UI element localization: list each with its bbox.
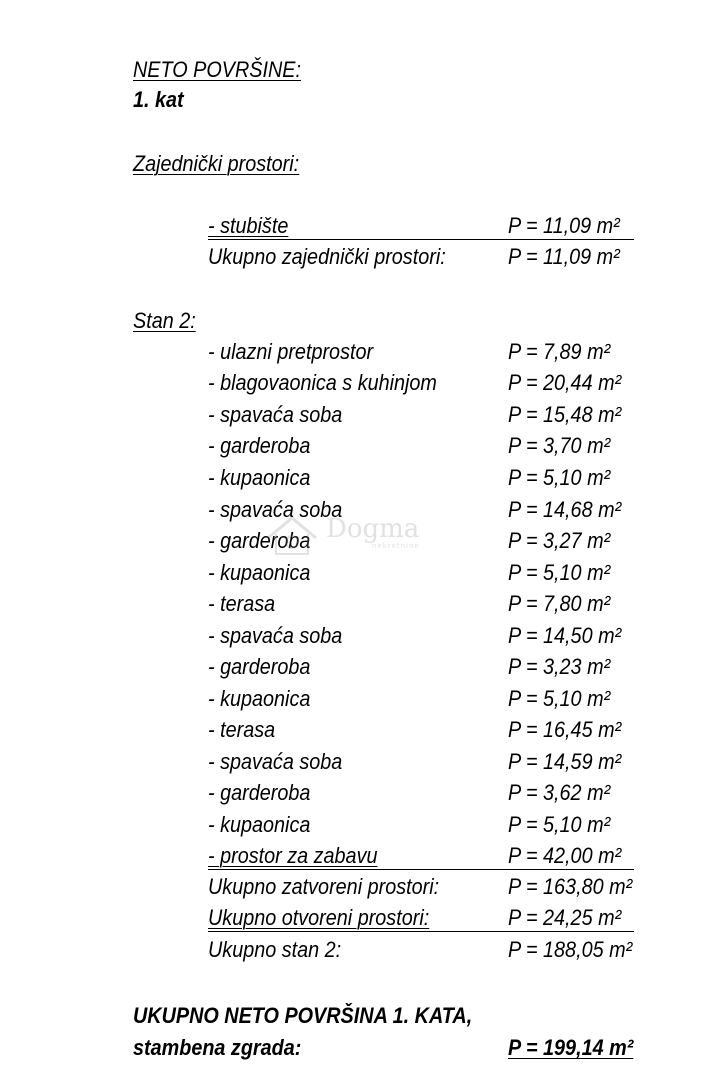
room-value: P = 14,50 m²	[508, 623, 622, 648]
grand-total-line2: stambena zgrada:	[133, 1035, 302, 1060]
room-value: P = 3,62 m²	[508, 780, 611, 805]
room-value: P = 5,10 m²	[508, 465, 611, 490]
room-value: P = 14,68 m²	[508, 497, 622, 522]
room-label: - garderoba	[208, 528, 311, 553]
floor-title: 1. kat	[133, 87, 184, 112]
room-label: - prostor za zabavu	[208, 843, 378, 868]
room-value: P = 5,10 m²	[508, 686, 611, 711]
room-label: - garderoba	[208, 654, 311, 679]
closed-total-label: Ukupno zatvoreni prostori:	[208, 874, 440, 899]
common-rule	[208, 239, 634, 240]
room-value: P = 3,70 m²	[508, 433, 611, 458]
apartment-total-label: Ukupno stan 2:	[208, 937, 342, 962]
watermark-text: Dogma	[326, 514, 420, 544]
room-value: P = 7,89 m²	[508, 339, 611, 364]
rooms-rule	[208, 869, 634, 870]
watermark-subtext: nekretnine	[372, 542, 420, 550]
common-total-label: Ukupno zajednički prostori:	[208, 244, 446, 269]
room-label: - kupaonica	[208, 465, 311, 490]
room-label: - garderoba	[208, 780, 311, 805]
apartment-title: Stan 2:	[133, 308, 196, 333]
room-label: - terasa	[208, 591, 276, 616]
common-row-value: P = 11,09 m²	[508, 213, 620, 238]
room-label: - kupaonica	[208, 812, 311, 837]
page-title: NETO POVRŠINE:	[133, 57, 301, 82]
room-value: P = 16,45 m²	[508, 717, 622, 742]
grand-total-value: P = 199,14 m²	[508, 1035, 634, 1060]
apartment-total-value: P = 188,05 m²	[508, 937, 633, 962]
room-value: P = 14,59 m²	[508, 749, 622, 774]
room-value: P = 42,00 m²	[508, 843, 622, 868]
room-label: - kupaonica	[208, 686, 311, 711]
room-value: P = 5,10 m²	[508, 560, 611, 585]
room-label: - spavaća soba	[208, 623, 343, 648]
room-label: - spavaća soba	[208, 402, 343, 427]
room-value: P = 3,27 m²	[508, 528, 611, 553]
room-label: - terasa	[208, 717, 276, 742]
totals-rule	[208, 931, 634, 932]
room-label: - blagovaonica s kuhinjom	[208, 370, 437, 395]
common-row-label: - stubište	[208, 213, 289, 238]
open-total-label: Ukupno otvoreni prostori:	[208, 905, 430, 930]
room-value: P = 3,23 m²	[508, 654, 611, 679]
room-label: - ulazni pretprostor	[208, 339, 374, 364]
common-total-value: P = 11,09 m²	[508, 244, 620, 269]
room-value: P = 20,44 m²	[508, 370, 622, 395]
common-areas-title: Zajednički prostori:	[133, 151, 300, 176]
room-label: - spavaća soba	[208, 497, 343, 522]
grand-total-line1: UKUPNO NETO POVRŠINA 1. KATA,	[133, 1003, 473, 1028]
open-total-value: P = 24,25 m²	[508, 905, 622, 930]
room-label: - garderoba	[208, 433, 311, 458]
room-label: - spavaća soba	[208, 749, 343, 774]
room-value: P = 7,80 m²	[508, 591, 611, 616]
room-label: - kupaonica	[208, 560, 311, 585]
room-value: P = 15,48 m²	[508, 402, 622, 427]
closed-total-value: P = 163,80 m²	[508, 874, 633, 899]
room-value: P = 5,10 m²	[508, 812, 611, 837]
